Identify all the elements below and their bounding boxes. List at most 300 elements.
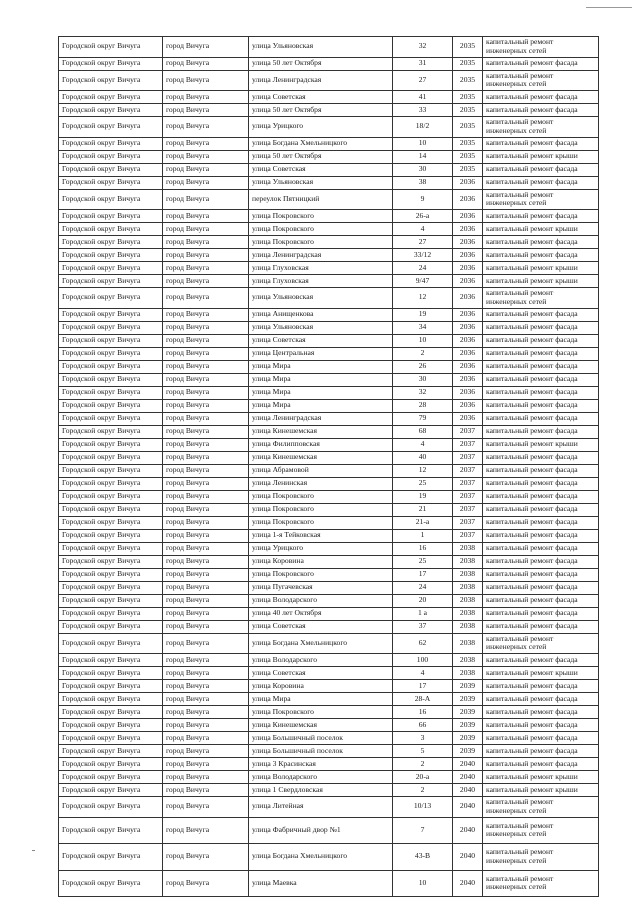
year-cell: 2036 [453,249,483,262]
municipality-cell: Городской округ Вичуга [59,399,163,412]
year-cell: 2039 [453,706,483,719]
work-type-cell: капитальный ремонт фасада [483,732,599,745]
year-cell: 2036 [453,334,483,347]
work-type-cell: капитальный ремонт фасада [483,568,599,581]
house-number-cell: 24 [393,262,453,275]
housing-repair-table [58,36,599,897]
municipality-cell: Городской округ Вичуга [59,70,163,91]
house-number-cell: 68 [393,425,453,438]
work-type-cell: капитальный ремонт фасада [483,176,599,189]
street-cell: улица Покровского [249,223,393,236]
city-cell: город Вичуга [163,249,249,262]
table-row [59,745,599,758]
table-row [59,210,599,223]
year-cell: 2040 [453,870,483,897]
table-row [59,249,599,262]
work-type-cell: капитальный ремонт фасада [483,321,599,334]
year-cell: 2036 [453,176,483,189]
year-cell: 2038 [453,542,483,555]
street-cell: улица Покровского [249,568,393,581]
street-cell: улица Мира [249,399,393,412]
house-number-cell: 4 [393,667,453,680]
city-cell: город Вичуга [163,210,249,223]
city-cell: город Вичуга [163,490,249,503]
municipality-cell: Городской округ Вичуга [59,503,163,516]
year-cell: 2040 [453,817,483,844]
year-cell: 2036 [453,189,483,210]
city-cell: город Вичуга [163,464,249,477]
city-cell: город Вичуга [163,542,249,555]
house-number-cell: 20-а [393,771,453,784]
street-cell: улица Богдана Хмельницкого [249,137,393,150]
municipality-cell: Городской округ Вичуга [59,137,163,150]
house-number-cell: 66 [393,719,453,732]
city-cell: город Вичуга [163,104,249,117]
work-type-cell: капитальный ремонт фасада [483,451,599,464]
street-cell: улица 40 лет Октября [249,607,393,620]
municipality-cell: Городской округ Вичуга [59,745,163,758]
city-cell: город Вичуга [163,223,249,236]
street-cell: улица Ленинская [249,477,393,490]
street-cell: улица Покровского [249,706,393,719]
work-type-cell: капитальный ремонт фасада [483,360,599,373]
municipality-cell: Городской округ Вичуга [59,425,163,438]
year-cell: 2039 [453,693,483,706]
table-row [59,784,599,797]
work-type-cell: капитальный ремонт крыши [483,275,599,288]
city-cell: город Вичуга [163,117,249,138]
work-type-cell: капитальный ремонт фасада [483,516,599,529]
scan-artifact-dash [32,850,35,851]
municipality-cell: Городской округ Вичуга [59,451,163,464]
year-cell: 2037 [453,516,483,529]
work-type-cell: капитальный ремонт фасада [483,745,599,758]
house-number-cell: 79 [393,412,453,425]
table-row [59,104,599,117]
city-cell: город Вичуга [163,163,249,176]
table-row [59,150,599,163]
table-row [59,37,599,58]
house-number-cell: 32 [393,386,453,399]
street-cell: улица Ульяновская [249,37,393,58]
city-cell: город Вичуга [163,555,249,568]
city-cell: город Вичуга [163,386,249,399]
work-type-cell: капитальный ремонт фасада [483,607,599,620]
year-cell: 2036 [453,386,483,399]
house-number-cell: 30 [393,163,453,176]
city-cell: город Вичуга [163,334,249,347]
work-type-cell: капитальный ремонт инженерных сетей [483,870,599,897]
street-cell: улица Коровина [249,680,393,693]
house-number-cell: 32 [393,37,453,58]
year-cell: 2039 [453,680,483,693]
street-cell: улица Володарского [249,654,393,667]
municipality-cell: Городской округ Вичуга [59,117,163,138]
municipality-cell: Городской округ Вичуга [59,477,163,490]
street-cell: улица Глуховская [249,275,393,288]
year-cell: 2036 [453,288,483,309]
year-cell: 2035 [453,150,483,163]
year-cell: 2038 [453,581,483,594]
city-cell: город Вичуга [163,680,249,693]
work-type-cell: капитальный ремонт фасада [483,347,599,360]
house-number-cell: 26-а [393,210,453,223]
work-type-cell: капитальный ремонт фасада [483,386,599,399]
house-number-cell: 19 [393,490,453,503]
year-cell: 2038 [453,568,483,581]
house-number-cell: 16 [393,542,453,555]
street-cell: улица Кинешемская [249,451,393,464]
city-cell: город Вичуга [163,633,249,654]
house-number-cell: 5 [393,745,453,758]
table-row [59,797,599,818]
municipality-cell: Городской округ Вичуга [59,464,163,477]
work-type-cell: капитальный ремонт фасада [483,412,599,425]
house-number-cell: 10 [393,137,453,150]
year-cell: 2036 [453,321,483,334]
municipality-cell: Городской округ Вичуга [59,542,163,555]
city-cell: город Вичуга [163,275,249,288]
city-cell: город Вичуга [163,399,249,412]
work-type-cell: капитальный ремонт фасада [483,542,599,555]
year-cell: 2037 [453,425,483,438]
work-type-cell: капитальный ремонт крыши [483,223,599,236]
municipality-cell: Городской округ Вичуга [59,57,163,70]
year-cell: 2038 [453,607,483,620]
table-row [59,758,599,771]
house-number-cell: 100 [393,654,453,667]
year-cell: 2035 [453,104,483,117]
street-cell: улица Советская [249,91,393,104]
street-cell: улица Ульяновская [249,321,393,334]
municipality-cell: Городской округ Вичуга [59,771,163,784]
house-number-cell: 33/12 [393,249,453,262]
table-row [59,477,599,490]
city-cell: город Вичуга [163,70,249,91]
city-cell: город Вичуга [163,706,249,719]
street-cell: улица Урицкого [249,542,393,555]
work-type-cell: капитальный ремонт фасада [483,654,599,667]
city-cell: город Вичуга [163,654,249,667]
table-row [59,334,599,347]
work-type-cell: капитальный ремонт фасада [483,555,599,568]
city-cell: город Вичуга [163,288,249,309]
table-row [59,236,599,249]
municipality-cell: Городской округ Вичуга [59,844,163,871]
table-row [59,594,599,607]
house-number-cell: 37 [393,620,453,633]
house-number-cell: 9 [393,189,453,210]
city-cell: город Вичуга [163,176,249,189]
city-cell: город Вичуга [163,784,249,797]
house-number-cell: 14 [393,150,453,163]
table-row [59,386,599,399]
city-cell: город Вичуга [163,719,249,732]
municipality-cell: Городской округ Вичуга [59,667,163,680]
year-cell: 2040 [453,844,483,871]
municipality-cell: Городской округ Вичуга [59,189,163,210]
table-row [59,555,599,568]
city-cell: город Вичуга [163,236,249,249]
municipality-cell: Городской округ Вичуга [59,176,163,189]
municipality-cell: Городской округ Вичуга [59,758,163,771]
municipality-cell: Городской округ Вичуга [59,321,163,334]
street-cell: улица Фабричный двор №1 [249,817,393,844]
year-cell: 2036 [453,399,483,412]
table-row [59,308,599,321]
street-cell: улица Покровского [249,516,393,529]
year-cell: 2036 [453,210,483,223]
work-type-cell: капитальный ремонт фасада [483,425,599,438]
city-cell: город Вичуга [163,817,249,844]
year-cell: 2037 [453,438,483,451]
work-type-cell: капитальный ремонт инженерных сетей [483,117,599,138]
year-cell: 2036 [453,360,483,373]
work-type-cell: капитальный ремонт инженерных сетей [483,797,599,818]
year-cell: 2035 [453,91,483,104]
municipality-cell: Городской округ Вичуга [59,870,163,897]
year-cell: 2036 [453,275,483,288]
year-cell: 2040 [453,758,483,771]
house-number-cell: 34 [393,321,453,334]
house-number-cell: 12 [393,464,453,477]
table-row [59,438,599,451]
year-cell: 2036 [453,223,483,236]
year-cell: 2036 [453,236,483,249]
year-cell: 2036 [453,308,483,321]
house-number-cell: 2 [393,784,453,797]
table-body [59,37,599,897]
city-cell: город Вичуга [163,150,249,163]
street-cell: улица Большичный поселок [249,745,393,758]
municipality-cell: Городской округ Вичуга [59,223,163,236]
street-cell: улица 3 Красинская [249,758,393,771]
table-row [59,57,599,70]
house-number-cell: 31 [393,57,453,70]
work-type-cell: капитальный ремонт крыши [483,262,599,275]
work-type-cell: капитальный ремонт фасада [483,236,599,249]
municipality-cell: Городской округ Вичуга [59,607,163,620]
city-cell: город Вичуга [163,745,249,758]
house-number-cell: 17 [393,568,453,581]
street-cell: улица Богдана Хмельницкого [249,633,393,654]
city-cell: город Вичуга [163,758,249,771]
street-cell: улица Ленинградская [249,412,393,425]
table-row [59,503,599,516]
work-type-cell: капитальный ремонт крыши [483,784,599,797]
work-type-cell: капитальный ремонт крыши [483,438,599,451]
street-cell: улица Покровского [249,210,393,223]
street-cell: улица Абрамовой [249,464,393,477]
municipality-cell: Городской округ Вичуга [59,37,163,58]
house-number-cell: 10 [393,870,453,897]
street-cell: улица 50 лет Октября [249,57,393,70]
table-row [59,607,599,620]
street-cell: улица Покровского [249,490,393,503]
year-cell: 2038 [453,654,483,667]
street-cell: улица Володарского [249,594,393,607]
work-type-cell: капитальный ремонт фасада [483,680,599,693]
city-cell: город Вичуга [163,732,249,745]
year-cell: 2037 [453,464,483,477]
city-cell: город Вичуга [163,594,249,607]
year-cell: 2037 [453,451,483,464]
house-number-cell: 19 [393,308,453,321]
year-cell: 2036 [453,262,483,275]
table-row [59,373,599,386]
work-type-cell: капитальный ремонт фасада [483,163,599,176]
year-cell: 2037 [453,529,483,542]
street-cell: улица Ленинградская [249,70,393,91]
municipality-cell: Городской округ Вичуга [59,150,163,163]
house-number-cell: 18/2 [393,117,453,138]
city-cell: город Вичуга [163,667,249,680]
work-type-cell: капитальный ремонт инженерных сетей [483,37,599,58]
street-cell: переулок Пятницкий [249,189,393,210]
table-row [59,680,599,693]
year-cell: 2038 [453,633,483,654]
table-row [59,654,599,667]
table-row [59,137,599,150]
table-row [59,719,599,732]
table-row [59,771,599,784]
year-cell: 2039 [453,745,483,758]
house-number-cell: 27 [393,236,453,249]
year-cell: 2040 [453,771,483,784]
work-type-cell: капитальный ремонт фасада [483,210,599,223]
street-cell: улица Филипповская [249,438,393,451]
table-row [59,706,599,719]
document-page [58,36,598,897]
work-type-cell: капитальный ремонт фасада [483,464,599,477]
table-row [59,529,599,542]
city-cell: город Вичуга [163,844,249,871]
year-cell: 2035 [453,70,483,91]
street-cell: улица Анищенкова [249,308,393,321]
work-type-cell: капитальный ремонт фасада [483,706,599,719]
house-number-cell: 28-А [393,693,453,706]
street-cell: улица Володарского [249,771,393,784]
house-number-cell: 10 [393,334,453,347]
table-row [59,412,599,425]
municipality-cell: Городской округ Вичуга [59,732,163,745]
table-row [59,262,599,275]
street-cell: улица Глуховская [249,262,393,275]
street-cell: улица Советская [249,163,393,176]
city-cell: город Вичуга [163,529,249,542]
work-type-cell: капитальный ремонт крыши [483,667,599,680]
table-row [59,516,599,529]
house-number-cell: 21 [393,503,453,516]
city-cell: город Вичуга [163,516,249,529]
street-cell: улица Урицкого [249,117,393,138]
house-number-cell: 20 [393,594,453,607]
municipality-cell: Городской округ Вичуга [59,347,163,360]
year-cell: 2037 [453,503,483,516]
work-type-cell: капитальный ремонт инженерных сетей [483,817,599,844]
municipality-cell: Городской округ Вичуга [59,529,163,542]
municipality-cell: Городской округ Вичуга [59,490,163,503]
work-type-cell: капитальный ремонт фасада [483,594,599,607]
house-number-cell: 40 [393,451,453,464]
work-type-cell: капитальный ремонт инженерных сетей [483,189,599,210]
street-cell: улица Покровского [249,503,393,516]
street-cell: улица Ульяновская [249,176,393,189]
street-cell: улица Советская [249,620,393,633]
table-row [59,542,599,555]
city-cell: город Вичуга [163,503,249,516]
table-row [59,464,599,477]
street-cell: улица Ульяновская [249,288,393,309]
street-cell: улица Коровина [249,555,393,568]
table-row [59,490,599,503]
year-cell: 2039 [453,719,483,732]
street-cell: улица Советская [249,334,393,347]
year-cell: 2035 [453,117,483,138]
municipality-cell: Городской округ Вичуга [59,719,163,732]
city-cell: город Вичуга [163,137,249,150]
year-cell: 2038 [453,594,483,607]
city-cell: город Вичуга [163,620,249,633]
house-number-cell: 27 [393,70,453,91]
scan-artifact-line [586,7,632,8]
municipality-cell: Городской округ Вичуга [59,654,163,667]
table-row [59,176,599,189]
work-type-cell: капитальный ремонт фасада [483,104,599,117]
street-cell: улица Литейная [249,797,393,818]
house-number-cell: 25 [393,477,453,490]
street-cell: улица 50 лет Октября [249,150,393,163]
table-row [59,223,599,236]
city-cell: город Вичуга [163,771,249,784]
city-cell: город Вичуга [163,321,249,334]
work-type-cell: капитальный ремонт фасада [483,719,599,732]
city-cell: город Вичуга [163,347,249,360]
house-number-cell: 38 [393,176,453,189]
house-number-cell: 3 [393,732,453,745]
year-cell: 2038 [453,555,483,568]
municipality-cell: Городской округ Вичуга [59,308,163,321]
work-type-cell: капитальный ремонт крыши [483,771,599,784]
table-row [59,117,599,138]
municipality-cell: Городской округ Вичуга [59,620,163,633]
house-number-cell: 9/47 [393,275,453,288]
year-cell: 2038 [453,667,483,680]
municipality-cell: Городской округ Вичуга [59,706,163,719]
table-row [59,70,599,91]
house-number-cell: 28 [393,399,453,412]
house-number-cell: 26 [393,360,453,373]
municipality-cell: Городской округ Вичуга [59,373,163,386]
work-type-cell: капитальный ремонт фасада [483,503,599,516]
city-cell: город Вичуга [163,870,249,897]
municipality-cell: Городской округ Вичуга [59,91,163,104]
municipality-cell: Городской округ Вичуга [59,210,163,223]
table-row [59,732,599,745]
city-cell: город Вичуга [163,373,249,386]
year-cell: 2036 [453,347,483,360]
street-cell: улица Советская [249,667,393,680]
city-cell: город Вичуга [163,360,249,373]
table-row [59,189,599,210]
house-number-cell: 4 [393,438,453,451]
street-cell: улица Мира [249,693,393,706]
work-type-cell: капитальный ремонт фасада [483,620,599,633]
street-cell: улица 1-я Тейковская [249,529,393,542]
city-cell: город Вичуга [163,412,249,425]
municipality-cell: Городской округ Вичуга [59,581,163,594]
year-cell: 2038 [453,620,483,633]
